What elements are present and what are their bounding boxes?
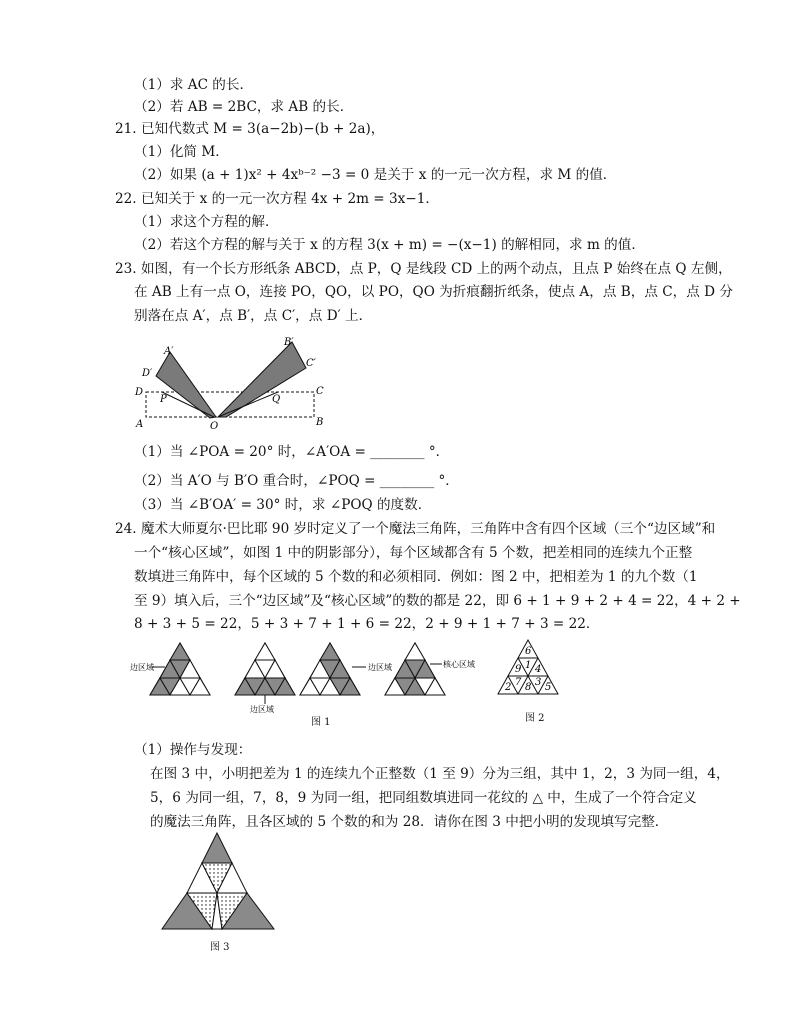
figure-2-caption: 图 2 [525, 713, 545, 724]
q23-stem-line2: 在 AB 上有一点 O，连接 PO，QO，以 PO，QO 为折痕翻折纸条，使点 A，点 B，点 C，点 D 分 [134, 284, 733, 300]
fig1-label-core: 核心区域 [443, 660, 475, 669]
q24-stem-line1: 24. 魔术大师夏尔·巴比耶 90 岁时定义了一个魔法三角阵，三角阵中含有四个区域（三个“边区域”和 [115, 521, 716, 537]
figure-1 [130, 638, 490, 718]
label-Q: Q [272, 394, 281, 405]
fig1-label-left: 边区域 [130, 663, 154, 672]
fig2-num-8: 3 [535, 677, 542, 688]
label-P: P [160, 394, 167, 405]
fig1-triangle-right-edge [300, 643, 360, 695]
figure-3-caption: 图 3 [210, 942, 230, 953]
q23-stem-line3: 别落在点 A′，点 B′，点 C′，点 D′ 上． [134, 308, 373, 324]
label-B: B [316, 417, 324, 428]
q24-stem-line2: 一个“核心区域”，如图 1 中的阴影部分），每个区域都含有 5 个数，把差相同的连续九个正整 [134, 545, 693, 561]
label-D: D [135, 387, 144, 398]
label-C-prime: C′ [306, 358, 316, 369]
fig2-num-5: 2 [505, 682, 512, 693]
q22-part2: （2）若这个方程的解与关于 x 的方程 3(x + m) = −(x−1) 的解相同，求 m 的值． [134, 237, 645, 253]
q21-stem: 21. 已知代数式 M = 3(a−2b)−(b + 2a)， [115, 121, 385, 137]
fig1-triangle-bottom-edge [235, 643, 295, 695]
fig2-num-6: 7 [515, 677, 522, 688]
fig1-label-right: 边区域 [368, 663, 392, 672]
label-D-prime: D′ [142, 368, 153, 379]
q24-stem-line5: 8 + 3 + 5 = 22，5 + 3 + 7 + 1 + 6 = 22，2 + 9 + 1 + 7 + 3 = 22． [134, 616, 600, 632]
q20-part2: （2）若 AB = 2BC，求 AB 的长． [134, 99, 354, 115]
figure-2 [492, 638, 572, 700]
fig2-num-3: 1 [525, 660, 532, 671]
q22-part1: （1）求这个方程的解． [134, 214, 279, 230]
q24-part1-line2: 5，6 为同一组，7，8，9 为同一组，把同组数填进同一花纹的 △ 中，生成了一个符合定义 [150, 790, 697, 806]
q23-part1: （1）当 ∠POA = 20° 时，∠A′OA = ________ °． [134, 444, 450, 460]
fig1-label-bottom: 边区域 [250, 705, 274, 714]
label-A-prime: A′ [164, 346, 174, 357]
q23-part3: （3）当 ∠B′OA′ = 30° 时，求 ∠POQ 的度数． [134, 497, 432, 513]
fig2-num-4: 4 [535, 664, 542, 675]
label-C: C [316, 386, 324, 397]
figure-3 [160, 831, 290, 931]
q24-stem-line3: 数填进三角阵中，每个区域的 5 个数的和必须相同．例如：图 2 中，把相差为 1 的九个数（1 [134, 569, 698, 585]
q24-stem-line4: 至 9）填入后，三个“边区域”及“核心区域”的数的都是 22，即 6 + 1 + 9 + 2 + 4 = 22，4 + 2 + [134, 593, 741, 609]
figure-1-caption: 图 1 [311, 717, 331, 728]
fig1-triangle-left-edge [150, 643, 210, 695]
label-O: O [210, 421, 219, 432]
q24-part1: （1）操作与发现： [134, 742, 252, 758]
label-B-prime: B′ [284, 337, 294, 348]
fig2-num-2: 9 [515, 664, 522, 675]
q20-part1: （1）求 AC 的长． [134, 77, 254, 93]
q23-figure [130, 332, 350, 432]
fig1-triangle-core [385, 643, 445, 695]
q21-part2: （2）如果 (a + 1)x² + 4xᵇ⁻² −3 = 0 是关于 x 的一元一次方程，求 M 的值． [134, 167, 617, 183]
q22-stem: 22. 已知关于 x 的一元一次方程 4x + 2m = 3x−1． [115, 191, 439, 207]
fig2-num-9: 5 [545, 682, 552, 693]
fig2-num-1: 6 [525, 646, 532, 657]
q21-part1: （1）化简 M． [134, 144, 229, 160]
fig2-num-7: 8 [525, 682, 532, 693]
q23-stem-line1: 23. 如图，有一个长方形纸条 ABCD，点 P，Q 是线段 CD 上的两个动点，且点 P 始终在点 Q 左侧， [115, 261, 732, 277]
label-A: A [136, 419, 144, 430]
q24-part1-line1: 在图 3 中，小明把差为 1 的连续九个正整数（1 至 9）分为三组，其中 1，2，3 为同一组，4， [150, 766, 730, 782]
q23-part2: （2）当 A′O 与 B′O 重合时，∠POQ = ________ °． [134, 473, 459, 489]
q24-part1-line3: 的魔法三角阵，且各区域的 5 个数的和为 28．请你在图 3 中把小明的发现填写完整． [150, 814, 669, 830]
